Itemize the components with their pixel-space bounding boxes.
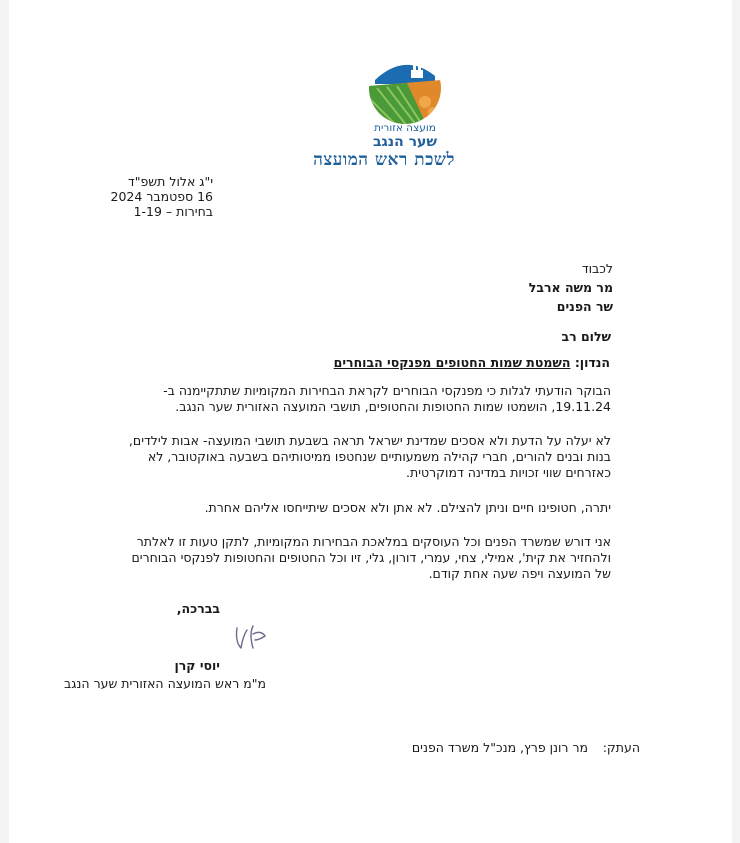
paragraph-line: הבוקר הודעתי לגלות כי מפנקסי הבוחרים לקראת הבחירות המקומיות שתתקיימנה ב- <box>163 383 611 398</box>
signer-name: יוסי קרן <box>174 658 220 673</box>
subject-label: הנדון: <box>574 355 610 370</box>
body-paragraph-3 <box>205 500 611 516</box>
body-paragraph-1 <box>163 383 611 415</box>
date-block <box>111 174 213 219</box>
paragraph-line: כאזרחים שווי זכויות במדינה דמוקרטית. <box>406 465 611 480</box>
paragraph-line: ולהחזיר את קית', אמילי, צחי, עמרי, דורון, גלי, זיו וכל החטופים והחטופות לפנקסי הבוחרים <box>131 550 611 565</box>
council-name <box>359 122 451 150</box>
paragraph-line: לא יעלה על הדעת ולא אסכים שמדינת ישראל תראה בשבעת תושבי המועצה- אבות לילדים, <box>128 433 611 448</box>
paragraph-line: יתרה, חטופינו חיים וניתן להצילם. לא אתן ולא אסכים שיתייחסו אליהם אחרת. <box>204 500 611 515</box>
office-title: לשכת ראש המועצה <box>313 150 455 170</box>
subject-line <box>334 355 610 371</box>
greeting: שלום רב <box>561 329 611 344</box>
paragraph-line: בנות ובנים להורים, חברי קהילה משמעותיים שנחטפו ממיטותיהם בשבעה באוקטובר, לא <box>147 449 611 464</box>
body-paragraph-2 <box>129 433 611 481</box>
subject-text: השמטת שמות החטופים מפנקסי הבוחרים <box>333 355 571 370</box>
recipient-name: מר משה ארבל <box>528 280 613 295</box>
closing: בברכה, <box>176 601 220 616</box>
cc-label: העתק: <box>602 740 640 755</box>
council-logo-icon <box>367 50 443 126</box>
signer-title: מ"מ ראש המועצה האזורית שער הנגב <box>64 676 266 691</box>
paragraph-line: של המועצה ויפה שעה אחת קודם. <box>428 566 611 581</box>
body-paragraph-4 <box>131 534 611 582</box>
reference-number: בחירות – 1-19 <box>133 204 213 219</box>
recipient-block <box>529 259 613 316</box>
recipient-title: שר הפנים <box>556 299 613 314</box>
hebrew-date: י"ג אלול תשפ"ד <box>127 174 213 189</box>
council-title: שער הנגב <box>373 134 437 151</box>
recipient-honorific: לכבוד <box>581 261 613 276</box>
paragraph-line: 19.11.24, הושמטו שמות החטופות והחטופים, תושבי המועצה האזורית שער הנגב. <box>175 399 611 414</box>
gregorian-date: 16 ספטמבר 2024 <box>110 189 213 204</box>
council-type: מועצה אזורית <box>374 122 436 134</box>
signature-icon <box>231 618 271 654</box>
letter-page <box>9 0 732 843</box>
cc-recipient: מר רונן פרץ, מנכ"ל משרד הפנים <box>411 740 588 755</box>
paragraph-line: אני דורש שמשרד הפנים וכל העוסקים במלאכת הבחירות המקומיות, לתקן טעות זו לאלתר <box>136 534 611 549</box>
